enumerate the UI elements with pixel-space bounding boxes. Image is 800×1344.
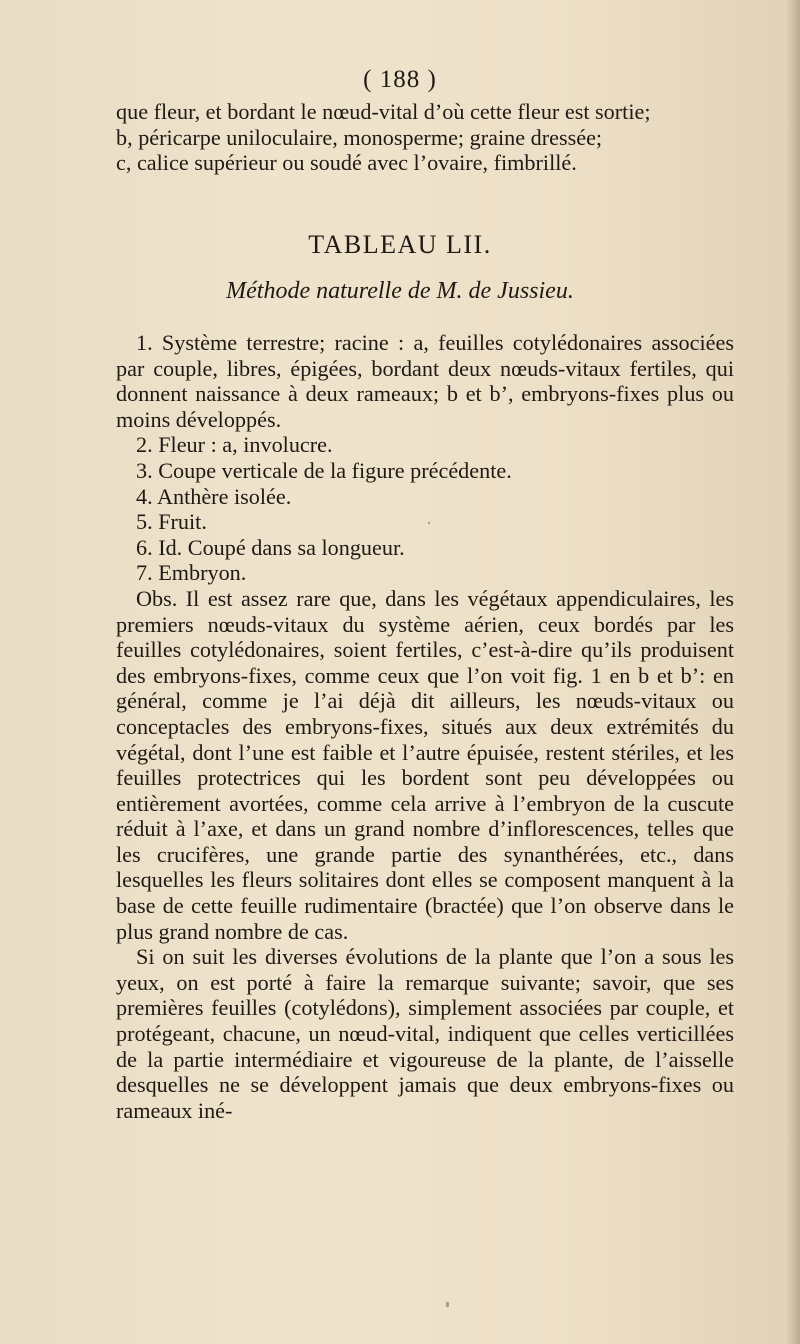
list-item-1: 1. Système terrestre; racine : a, feuilles cotylédonaires associées par couple, libres, épigées, bordant deux nœuds-vitaux fertiles, qui donnent naissance à deux rameaux; b et b’, embryons-fixes plus ou moins développés.	[116, 330, 734, 432]
list-item-4: 4. Anthère isolée.	[136, 483, 292, 509]
table-subtitle: Méthode naturelle de M. de Jussieu.	[226, 278, 574, 304]
page-edge-shadow	[786, 0, 800, 1344]
observation-paragraph: Obs. Il est assez rare que, dans les végétaux appendiculaires, les premiers nœuds-vitaux du système aérien, ceux bordés par les feuilles cotylédonaires, soient fertiles, c’est-à-dire qu’ils produisent des embryons-fixes, comme ceux que l’on voit fig. 1 en b et b’: en général, comme je l’ai déjà dit ailleurs, les nœuds-vitaux ou conceptacles des embryons-fixes, situés aux deux extrémités du végétal, dont l’une est faible et l’autre épuisée, restent stériles, et les feuilles protectrices qui les bordent sont peu développées ou entièrement avortées, comme cela arrive à l’embryon de la cuscute réduit à l’axe, et dans un grand nombre d’inflorescences, telles que les crucifères, une grande partie des synanthérées, etc., dans lesquelles les fleurs solitaires dont elles se composent manquent à la base de cette feuille rudimentaire (bractée) que l’on observe dans le plus grand nombre de cas.	[116, 585, 734, 944]
page-number: ( 188 )	[363, 66, 437, 93]
top-text-block	[116, 99, 734, 176]
list-item-3: 3. Coupe verticale de la figure précédente.	[136, 457, 512, 483]
paper-speck	[428, 522, 430, 524]
list-item-7: 7. Embryon.	[136, 560, 247, 586]
list-item-6: 6. Id. Coupé dans sa longueur.	[136, 534, 405, 560]
top-line-1: que fleur, et bordant le nœud-vital d’où cette fleur est sortie;	[116, 99, 651, 124]
top-line-3: c, calice supérieur ou soudé avec l’ovaire, fimbrillé.	[116, 150, 577, 176]
table-title: TABLEAU LII.	[308, 230, 492, 259]
list-item-5: 5. Fruit.	[136, 509, 207, 535]
final-paragraph: Si on suit les diverses évolutions de la plante que l’on a sous les yeux, on est porté à faire la remarque suivante; savoir, que ses premières feuilles (cotylédons), simplement associées par couple, et protégeant, chacune, un nœud-vital, indiquent que celles verticillées de la partie intermédiaire et vigoureuse de la plante, de l’aisselle desquelles ne se développent jamais que deux embryons-fixes ou rameaux iné-	[116, 944, 734, 1123]
paper-speck	[446, 1302, 449, 1307]
figure-list	[116, 330, 734, 1123]
list-item-2: 2. Fleur : a, involucre.	[136, 432, 333, 458]
top-line-2: b, péricarpe uniloculaire, monosperme; graine dressée;	[116, 124, 603, 150]
